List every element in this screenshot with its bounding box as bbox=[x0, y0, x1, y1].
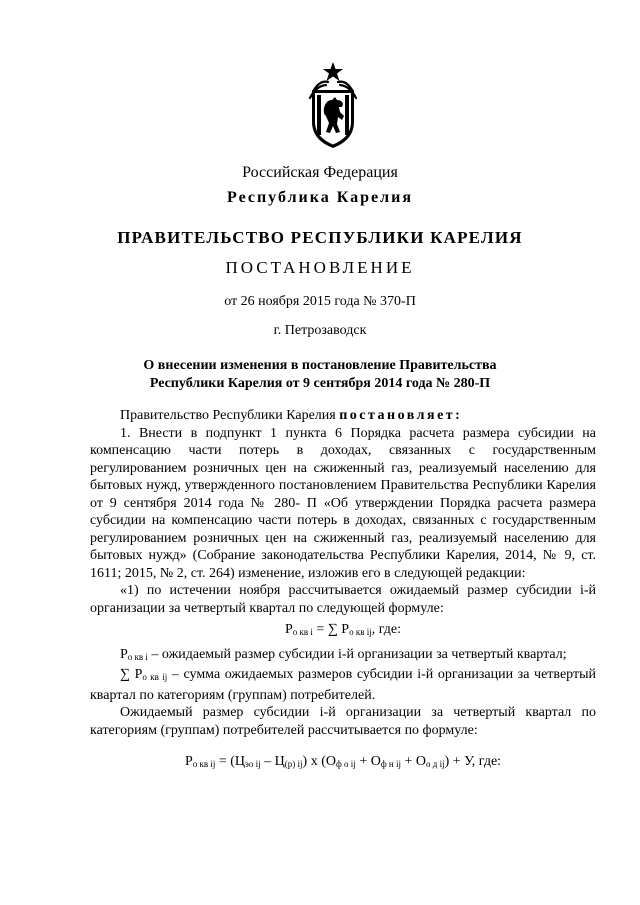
subject-line-2: Республики Карелия от 9 сентября 2014 года № 280-П bbox=[149, 376, 491, 391]
decree-city: г. Петрозаводск bbox=[273, 323, 367, 338]
document-type: ПОСТАНОВЛЕНИЕ bbox=[225, 258, 415, 277]
decree-body bbox=[90, 407, 596, 778]
resolves-word: постановляет: bbox=[339, 408, 463, 423]
decree-subject bbox=[0, 357, 640, 393]
formula-expected-subsidy: $Р_{о кв ij} = (Ц_{эо ij} - Ц_{(р) ij})$ х $(О_{ф о ij} + О_{ф н ij} + О_{о д ij}) + У$, где: bbox=[184, 754, 502, 769]
expected-subsidy-paragraph: Ожидаемый размер субсидии i-й организации за четвертый квартал по категориям (группам) потребителей рассчитывается по формуле: bbox=[90, 705, 596, 738]
decree-date-number: от 26 ноября 2015 года № 370-П bbox=[224, 294, 416, 309]
formula-sum-subsidy: $Р_{о кв i}$ = ∑ $Р_{о кв ij}$, где: bbox=[285, 622, 401, 637]
country-name: Российская Федерация bbox=[242, 164, 398, 181]
intro-paragraph: Правительство Республики Карелия постановляет: bbox=[120, 408, 463, 423]
definition-2: ∑ $Р_{о кв ij}$ – сумма ожидаемых размеров субсидии i-й организации за четвертый квартал по категориям (группам) потребителей. bbox=[90, 667, 596, 703]
quote-paragraph: «1) по истечении ноября рассчитывается ожидаемый размер субсидии i-й организации за четвертый квартал по следующей формуле: bbox=[90, 583, 596, 616]
republic-name: Республика Карелия bbox=[227, 189, 413, 206]
subject-line-1: О внесении изменения в постановление Правительства bbox=[143, 358, 497, 373]
karelia-coat-of-arms-icon bbox=[304, 60, 362, 150]
definition-1: $Р_{о кв i}$ – ожидаемый размер субсидии i-й организации за четвертый квартал; bbox=[120, 646, 567, 662]
item-1-paragraph: 1. Внести в подпункт 1 пункта 6 Порядка расчета размера субсидии на компенсацию части потерь в доходах, связанных с государственным регулированием розничных цен на сжиженный газ, реализуемый населению для бытовых нужд, утвержденного постановлением Правительства Республики Карелия от 9 сентября 2014 года № 280- П «Об утверждении Порядка расчета размера субсидии на компенсацию части потерь в доходах, связанных с государственным регулированием розничных цен на сжиженный газ, реализуемый населению для бытовых нужд» (Собрание законодательства Республики Карелия, 2014, № 9, ст. 1611; 2015, № 2, ст. 264) изменение, изложив его в следующей редакции: bbox=[90, 425, 596, 581]
government-title: ПРАВИТЕЛЬСТВО РЕСПУБЛИКИ КАРЕЛИЯ bbox=[117, 228, 523, 247]
